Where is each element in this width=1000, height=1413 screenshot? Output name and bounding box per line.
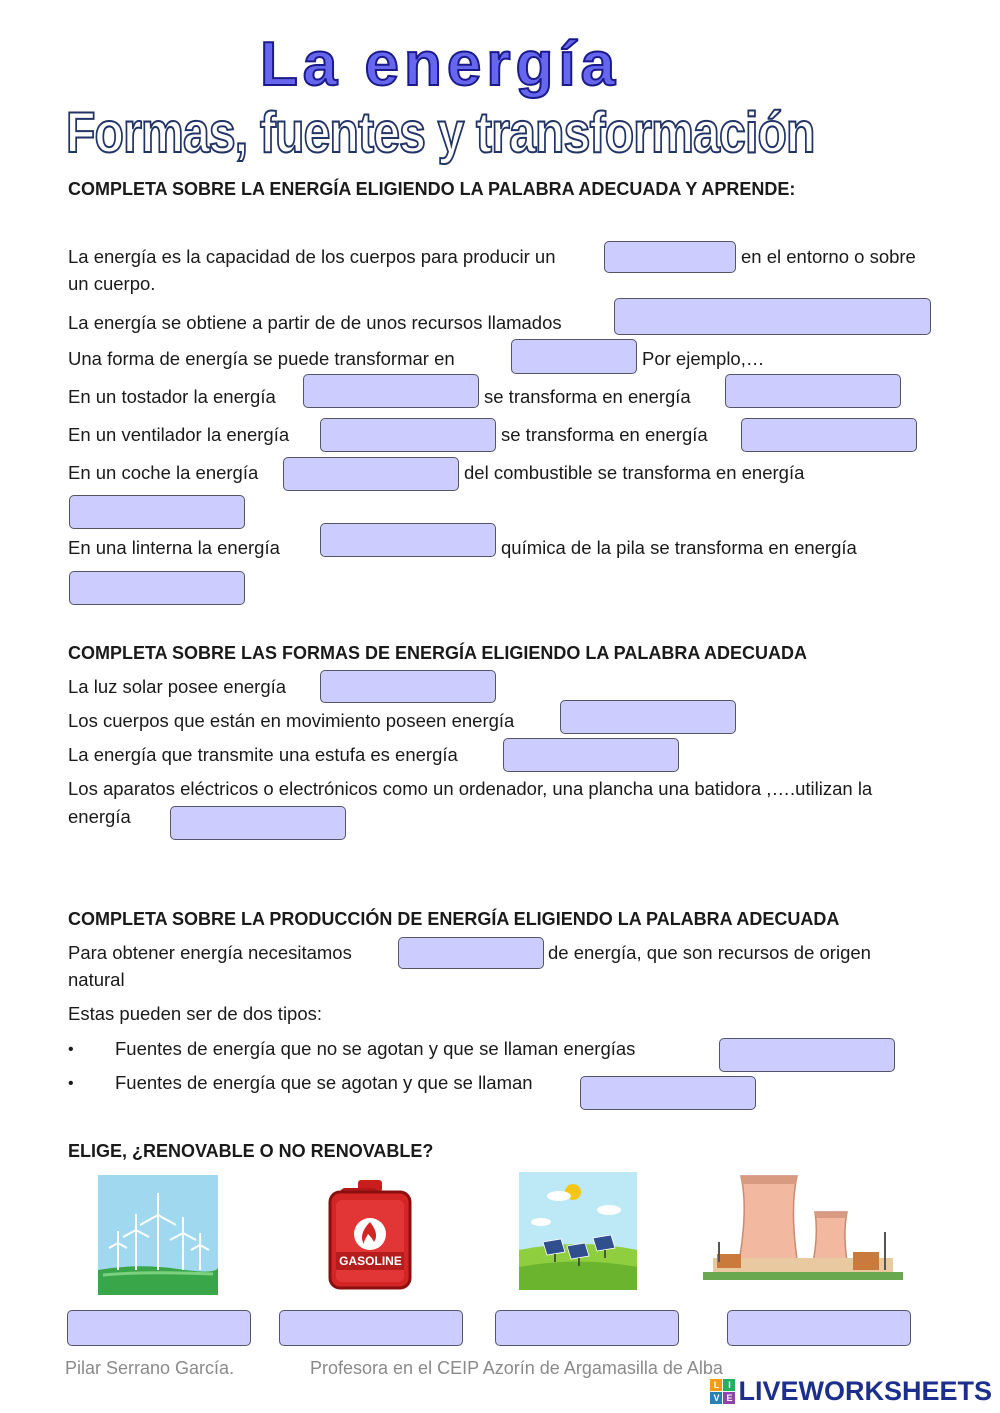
nuclear-plant-image (703, 1172, 903, 1287)
s2-line2: Los cuerpos que están en movimiento poseen energía (68, 710, 515, 731)
s6-text-a: En un coche la energía (68, 462, 259, 483)
title-line2: Formas, fuentes y transformación (66, 99, 815, 165)
section3-heading: COMPLETA SOBRE LA PRODUCCIÓN DE ENERGÍA ELIGIENDO LA PALABRA ADECUADA (68, 909, 840, 929)
s5-text-a: En un ventilador la energía (68, 424, 290, 445)
answer-box-8[interactable] (283, 457, 459, 491)
s3-text-a: Una forma de energía se puede transformar en (68, 348, 455, 369)
gasoline-label: GASOLINE (339, 1254, 402, 1268)
answer-box-12[interactable] (320, 670, 496, 703)
answer-box-19[interactable] (67, 1310, 251, 1346)
s3-line2: Estas pueden ser de dos tipos: (68, 1003, 323, 1024)
answer-box-14[interactable] (503, 738, 679, 772)
answer-box-17[interactable] (719, 1038, 895, 1072)
s3-bullet2: Fuentes de energía que se agotan y que se llaman (115, 1072, 533, 1093)
s3-line1b: de energía, que son recursos de origen (548, 942, 871, 963)
wind-turbines-image (98, 1175, 218, 1295)
gasoline-can-image (328, 1178, 413, 1290)
answer-box-6[interactable] (320, 418, 496, 452)
answer-box-7[interactable] (741, 418, 917, 452)
title-line1: La energía (259, 30, 621, 99)
s6-text-b: del combustible se transforma en energía (464, 462, 805, 483)
s4-text-a: En un tostador la energía (68, 386, 276, 407)
answer-box-4[interactable] (303, 374, 479, 408)
answer-box-10[interactable] (320, 523, 496, 557)
s1-text-b: en el entorno o sobre (741, 246, 916, 267)
s4-text-b: se transforma en energía (484, 386, 691, 407)
s2-line4a: Los aparatos eléctricos o electrónicos como un ordenador, una plancha una batidora ,….utilizan la (68, 778, 873, 799)
s3-line1a: Para obtener energía necesitamos (68, 942, 352, 963)
answer-box-22[interactable] (727, 1310, 911, 1346)
answer-box-21[interactable] (495, 1310, 679, 1346)
bullet-1: • (68, 1041, 74, 1058)
answer-box-15[interactable] (170, 806, 346, 840)
s1-text-c: un cuerpo. (68, 273, 156, 294)
liveworksheets-icon: L I V E (710, 1379, 735, 1404)
answer-box-9[interactable] (69, 495, 245, 529)
section4-heading: ELIGE, ¿RENOVABLE O NO RENOVABLE? (68, 1141, 434, 1161)
s1-text-a: La energía es la capacidad de los cuerpos para producir un (68, 246, 556, 267)
answer-box-11[interactable] (69, 571, 245, 605)
s2-line1: La luz solar posee energía (68, 676, 287, 697)
solar-panels-image (519, 1172, 637, 1290)
s7-text-b: química de la pila se transforma en energía (501, 537, 857, 558)
answer-box-5[interactable] (725, 374, 901, 408)
liveworksheets-logo[interactable] (710, 1376, 992, 1407)
s3-text-b: Por ejemplo,… (642, 348, 765, 369)
answer-box-20[interactable] (279, 1310, 463, 1346)
liveworksheets-text: LIVEWORKSHEETS (738, 1376, 992, 1406)
s2-text-a: La energía se obtiene a partir de de unos recursos llamados (68, 312, 562, 333)
section2-heading: COMPLETA SOBRE LAS FORMAS DE ENERGÍA ELIGIENDO LA PALABRA ADECUADA (68, 643, 808, 663)
footer-author: Pilar Serrano García. (65, 1358, 235, 1378)
s3-bullet1: Fuentes de energía que no se agotan y que se llaman energías (115, 1038, 636, 1059)
s2-line4b: energía (68, 806, 131, 827)
bullet-2: • (68, 1075, 74, 1092)
answer-box-18[interactable] (580, 1076, 756, 1110)
answer-box-1[interactable] (604, 241, 736, 273)
s2-line3: La energía que transmite una estufa es energía (68, 744, 458, 765)
answer-box-2[interactable] (614, 298, 931, 335)
s5-text-b: se transforma en energía (501, 424, 708, 445)
answer-box-3[interactable] (511, 339, 637, 374)
s3-line1c: natural (68, 969, 125, 990)
s7-text-a: En una linterna la energía (68, 537, 280, 558)
footer-role: Profesora en el CEIP Azorín de Argamasilla de Alba (310, 1358, 723, 1378)
answer-box-16[interactable] (398, 937, 544, 969)
section1-heading: COMPLETA SOBRE LA ENERGÍA ELIGIENDO LA PALABRA ADECUADA Y APRENDE: (68, 179, 796, 199)
answer-box-13[interactable] (560, 700, 736, 734)
